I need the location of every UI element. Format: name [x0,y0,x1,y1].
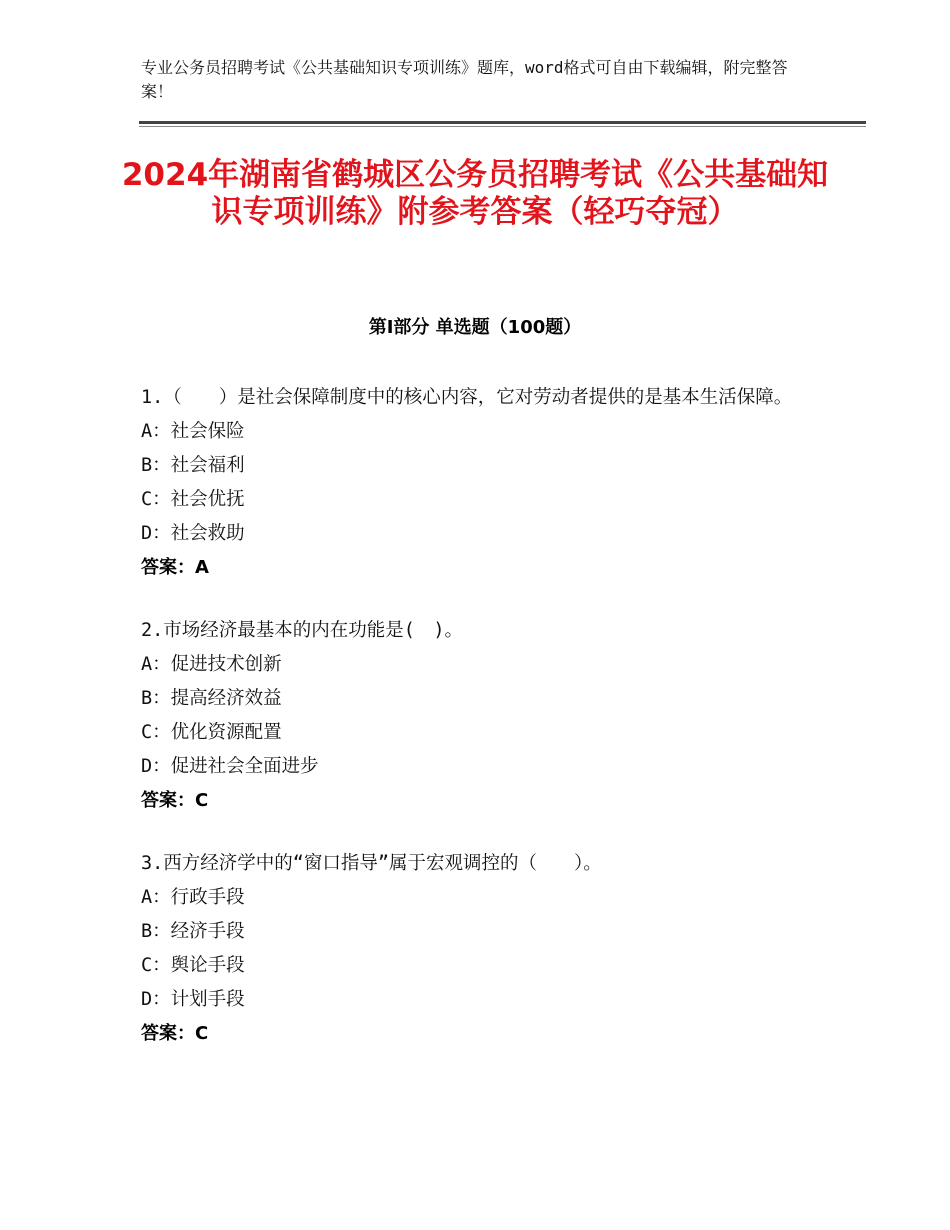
option-c: C：优化资源配置 [141,722,282,743]
option-a: A：促进技术创新 [141,654,282,675]
question-item [141,382,821,583]
option-b: B：经济手段 [141,921,245,942]
question-item [141,615,821,816]
question-item [141,848,821,1049]
option-c: C：社会优抚 [141,489,245,510]
answer-line: 答案：C [141,1023,209,1044]
question-stem: 1.（ ）是社会保障制度中的核心内容，它对劳动者提供的是基本生活保障。 [141,387,793,408]
header-divider-thick [139,121,866,124]
header-divider-thin [139,126,866,127]
question-list [141,382,821,1081]
option-a: A：行政手段 [141,887,245,908]
document-title: 2024年湖南省鹤城区公务员招聘考试《公共基础知识专项训练》附参考答案（轻巧夺冠） [121,157,829,230]
option-b: B：社会福利 [141,455,245,476]
question-stem: 3.西方经济学中的“窗口指导”属于宏观调控的（ ）。 [141,853,602,874]
option-b: B：提高经济效益 [141,688,282,709]
option-d: D：促进社会全面进步 [141,756,319,777]
option-d: D：计划手段 [141,989,245,1010]
answer-line: 答案：A [141,557,209,578]
answer-line: 答案：C [141,790,209,811]
option-c: C：舆论手段 [141,955,245,976]
section-heading: 第I部分 单选题（100题） [368,317,582,338]
option-d: D：社会救助 [141,523,245,544]
page-header-note: 专业公务员招聘考试《公共基础知识专项训练》题库，word格式可自由下载编辑，附完整答案！ [141,58,788,101]
question-stem: 2.市场经济最基本的内在功能是( )。 [141,620,464,641]
option-a: A：社会保险 [141,421,245,442]
